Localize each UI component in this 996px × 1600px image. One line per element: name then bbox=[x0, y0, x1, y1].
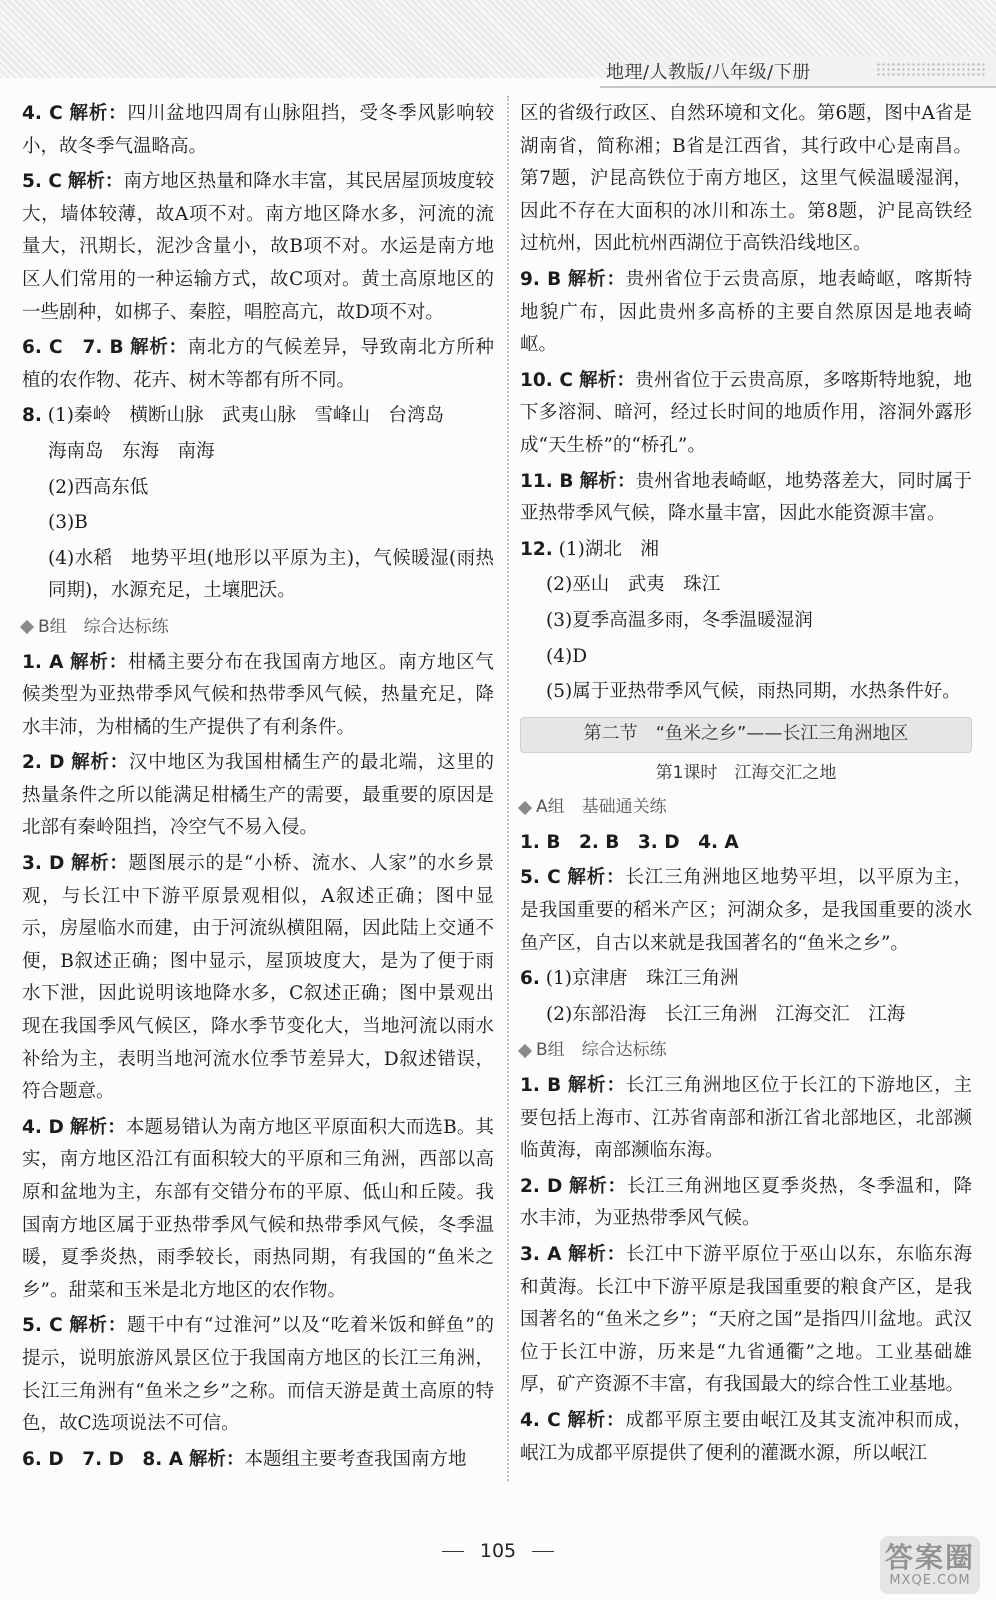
answer-item bbox=[22, 1310, 494, 1440]
question-number: 1. B bbox=[520, 1075, 562, 1097]
footer-dash-left bbox=[442, 1551, 464, 1552]
answer-text: 本题组主要考查我国南方地 bbox=[244, 1448, 467, 1470]
answer-text: 题干中有“过淮河”以及“吃着米饭和鲜鱼”的提示，说明旅游风景区位于我国南方地区的长江三角洲，长江三角洲有“鱼米之乡”之称。而信天游是黄土高原的特色，故C选项说法不可信。 bbox=[22, 1315, 494, 1435]
analysis-label: 解析： bbox=[567, 268, 626, 290]
footer-dash-right bbox=[532, 1551, 554, 1552]
question-number: 5. C bbox=[520, 867, 561, 889]
answer-item bbox=[22, 332, 494, 397]
answer-item bbox=[520, 862, 972, 960]
header-dot-pattern bbox=[876, 62, 986, 78]
group-heading-text: B组 综合达标练 bbox=[536, 1040, 667, 1061]
answer-subline: (4)D bbox=[546, 645, 588, 667]
analysis-label: 解析： bbox=[130, 337, 188, 359]
answer-subline: (4)水稻 地势平坦(地形以平原为主)，气候暖湿(雨热同期)，水源充足，土壤肥沃。 bbox=[48, 547, 494, 602]
answer-text: 题图展示的是“小桥、流水、人家”的水乡景观，与长江中下游平原景观相似，A叙述正确；图中显示，房屋临水而建，由于河流纵横阻隔，因此陆上交通不便，B叙述正确；图中显示，屋顶坡度大，是为了便于雨水下泄，因此说明该地降水多，C叙述正确；图中景观出现在我国季风气候区，降水季节变化大，当地河流以雨水补给为主，表明当地河流水位季节差异大，D叙述错误，符合题意。 bbox=[22, 853, 494, 1103]
analysis-label: 解析： bbox=[70, 651, 129, 673]
diamond-icon bbox=[518, 801, 532, 815]
answer-text: (1)湖北 湘 bbox=[558, 538, 659, 560]
answer-text: 长江三角洲地区地势平坦，以平原为主，是我国重要的稻米产区；河湖众多，是我国重要的淡水鱼产区，自古以来就是我国著名的“鱼米之乡”。 bbox=[520, 867, 972, 954]
question-number: 12. bbox=[520, 538, 553, 560]
lesson-title: 第1课时 江海交汇之地 bbox=[655, 762, 837, 783]
question-number: 2. D bbox=[520, 1175, 563, 1197]
answer-text: (1)京津唐 珠江三角洲 bbox=[545, 968, 739, 990]
answer-item bbox=[520, 264, 972, 362]
analysis-label: 解析： bbox=[67, 171, 124, 193]
question-number: 5. C bbox=[22, 171, 62, 193]
column-divider bbox=[507, 96, 509, 1481]
analysis-label: 解析： bbox=[69, 103, 128, 124]
left-column bbox=[22, 98, 494, 1479]
watermark-text: 答案圈 bbox=[884, 1540, 975, 1574]
answer-text: 长江三角洲地区位于长江的下游地区，主要包括上海市、江苏省南部和浙江省北部地区，北部濒临黄海，南部濒临东海。 bbox=[520, 1075, 972, 1162]
answer-text: 贵州省位于云贵高原，多喀斯特地貌，地下多溶洞、暗河，经过长时间的地质作用，溶洞外露形成“天生桥”的“桥孔”。 bbox=[520, 369, 972, 456]
answer-subline: (2)东部沿海 长江三角洲 江海交汇 江海 bbox=[546, 1003, 906, 1025]
group-heading bbox=[520, 791, 972, 824]
group-heading bbox=[22, 611, 494, 644]
page-footer bbox=[0, 1540, 996, 1562]
answer-item bbox=[520, 1405, 972, 1470]
answer-item bbox=[22, 848, 494, 1109]
answer-item bbox=[520, 466, 972, 531]
analysis-label: 解析： bbox=[567, 1409, 626, 1431]
question-number: 4. C bbox=[22, 103, 63, 124]
answer-item bbox=[520, 365, 972, 463]
answer-item bbox=[22, 400, 494, 433]
question-number: 8. bbox=[22, 405, 42, 427]
answer-text: 柑橘主要分布在我国南方地区。南方地区气候类型为亚热带季风气候和热带季风气候，热量充足，降水丰沛，为柑橘的生产提供了有利条件。 bbox=[22, 651, 494, 738]
answer-item bbox=[22, 98, 494, 163]
answer-text: (1)秦岭 横断山脉 武夷山脉 雪峰山 台湾岛 bbox=[47, 405, 445, 427]
question-number: 9. B bbox=[520, 268, 562, 290]
group-heading-text: A组 基础通关练 bbox=[536, 797, 667, 818]
watermark-logo bbox=[880, 1536, 980, 1594]
question-number: 3. A bbox=[520, 1244, 562, 1265]
answer-item bbox=[520, 1070, 972, 1168]
answer-item bbox=[520, 534, 972, 567]
answer-continuation: 区的省级行政区、自然环境和文化。第6题，图中A省是湖南省，简称湘；B省是江西省，其行政中心是南昌。第7题，沪昆高铁位于南方地区，这里气候温暖湿润，因此不存在大面积的冰川和冻土。第8题，沪昆高铁经过杭州，因此杭州西湖位于高铁沿线地区。 bbox=[520, 103, 972, 255]
answer-subline: 海南岛 东海 南海 bbox=[48, 440, 215, 462]
answer-item bbox=[520, 827, 972, 860]
answer-subline: (3)B bbox=[48, 512, 88, 534]
answer-text: 贵州省地表崎岖，地势落差大，同时属于亚热带季风气候，降水量丰富，因此水能资源丰富。 bbox=[520, 470, 972, 525]
answer-text: 汉中地区为我国柑橘生产的最北端，这里的热量条件之所以能满足柑橘生产的需要，最重要的原因是北部有秦岭阻挡，冷空气不易入侵。 bbox=[22, 752, 494, 839]
answer-subline: (2)巫山 武夷 珠江 bbox=[546, 574, 721, 596]
diamond-icon bbox=[518, 1044, 532, 1058]
answer-text: 贵州省位于云贵高原，地表崎岖，喀斯特地貌广布，因此贵州多高桥的主要自然原因是地表崎岖。 bbox=[520, 268, 972, 356]
answer-text: 南北方的气候差异，导致南北方所种植的农作物、花卉、树木等都有所不同。 bbox=[22, 337, 494, 391]
question-number: 2. D bbox=[22, 752, 65, 774]
analysis-label: 解析： bbox=[579, 470, 636, 492]
question-number: 5. C bbox=[22, 1315, 63, 1337]
analysis-label: 解析： bbox=[569, 1175, 627, 1197]
answer-subline: (2)西高东低 bbox=[48, 476, 149, 498]
answer-text: 本题易错认为南方地区平原面积大而选B。其实，南方地区沿江有面积较大的平原和三角洲，西部以高原和盆地为主，东部有交错分布的平原、低山和丘陵。我国南方地区属于亚热带季风气候和热带季风气候，冬季温暖，夏季炎热，雨季较长，雨热同期，有我国的“鱼米之乡”。甜菜和玉米是北方地区的农作物。 bbox=[22, 1116, 494, 1301]
analysis-label: 解析： bbox=[188, 1448, 245, 1470]
answer-text: 长江中下游平原位于巫山以东，东临东海和黄海。长江中下游平原是我国重要的粮食产区，是我国著名的“鱼米之乡”；“天府之国”是指四川盆地。武汉位于长江中游，历来是“九省通衢”之地。工业基础雄厚，矿产资源不丰富，有我国最大的综合性工业基地。 bbox=[520, 1244, 972, 1396]
group-heading-text: B组 综合达标练 bbox=[38, 616, 169, 637]
analysis-label: 解析： bbox=[579, 369, 636, 391]
answer-item bbox=[22, 166, 494, 329]
question-number: 11. B bbox=[520, 470, 574, 492]
right-column bbox=[520, 98, 972, 1473]
answer-item bbox=[520, 1171, 972, 1236]
answer-text: 成都平原主要由岷江及其支流冲积而成，岷江为成都平原提供了便利的灌溉水源，所以岷江 bbox=[520, 1409, 972, 1464]
question-number: 1. A bbox=[22, 651, 64, 673]
answer-text: 长江三角洲地区夏季炎热，冬季温和，降水丰沛，为亚热带季风气候。 bbox=[520, 1175, 972, 1230]
analysis-label: 解析： bbox=[69, 1315, 127, 1337]
answer-subline: (5)属于亚热带季风气候，雨热同期，水热条件好。 bbox=[546, 681, 961, 703]
question-number: 10. C bbox=[520, 369, 574, 391]
answer-text: 南方地区热量和降水丰富，其民居屋顶坡度较大，墙体较薄，故A项不对。南方地区降水多，河流的流量大，汛期长，泥沙含量小，故B项不对。水运是南方地区人们常用的一种运输方式，故C项对。黄土高原地区的一些剧种，如梆子、秦腔，唱腔高亢，故D项不对。 bbox=[22, 171, 494, 323]
analysis-label: 解析： bbox=[568, 1244, 626, 1265]
analysis-label: 解析： bbox=[71, 752, 129, 774]
analysis-label: 解析： bbox=[567, 1075, 626, 1097]
question-number: 1. B 2. B 3. D 4. A bbox=[520, 831, 739, 853]
answer-item bbox=[22, 1444, 494, 1477]
watermark-site: MXQE.COM bbox=[889, 1572, 971, 1588]
question-number: 6. D 7. D 8. A bbox=[22, 1448, 184, 1470]
answer-item bbox=[22, 747, 494, 845]
answer-item bbox=[520, 963, 972, 996]
question-number: 4. D bbox=[22, 1116, 64, 1138]
analysis-label: 解析： bbox=[567, 867, 626, 889]
header-subject-text: 地理/人教版/八年级/下册 bbox=[606, 62, 811, 83]
answer-item bbox=[520, 1239, 972, 1402]
question-number: 6. C 7. B bbox=[22, 337, 124, 359]
question-number: 6. bbox=[520, 968, 540, 990]
question-number: 4. C bbox=[520, 1409, 561, 1431]
diamond-icon bbox=[20, 620, 34, 634]
answer-subline: (3)夏季高温多雨，冬季温暖湿润 bbox=[546, 609, 813, 631]
answer-item bbox=[22, 1112, 494, 1308]
page-number: 105 bbox=[479, 1540, 517, 1562]
section-banner: 第二节 “鱼米之乡”——长江三角洲地区 bbox=[520, 717, 972, 753]
answer-item bbox=[22, 647, 494, 745]
answer-text: 四川盆地四周有山脉阻挡，受冬季风影响较小，故冬季气温略高。 bbox=[22, 103, 494, 157]
analysis-label: 解析： bbox=[71, 853, 129, 875]
group-heading bbox=[520, 1034, 972, 1067]
question-number: 3. D bbox=[22, 853, 65, 875]
analysis-label: 解析： bbox=[69, 1116, 126, 1138]
